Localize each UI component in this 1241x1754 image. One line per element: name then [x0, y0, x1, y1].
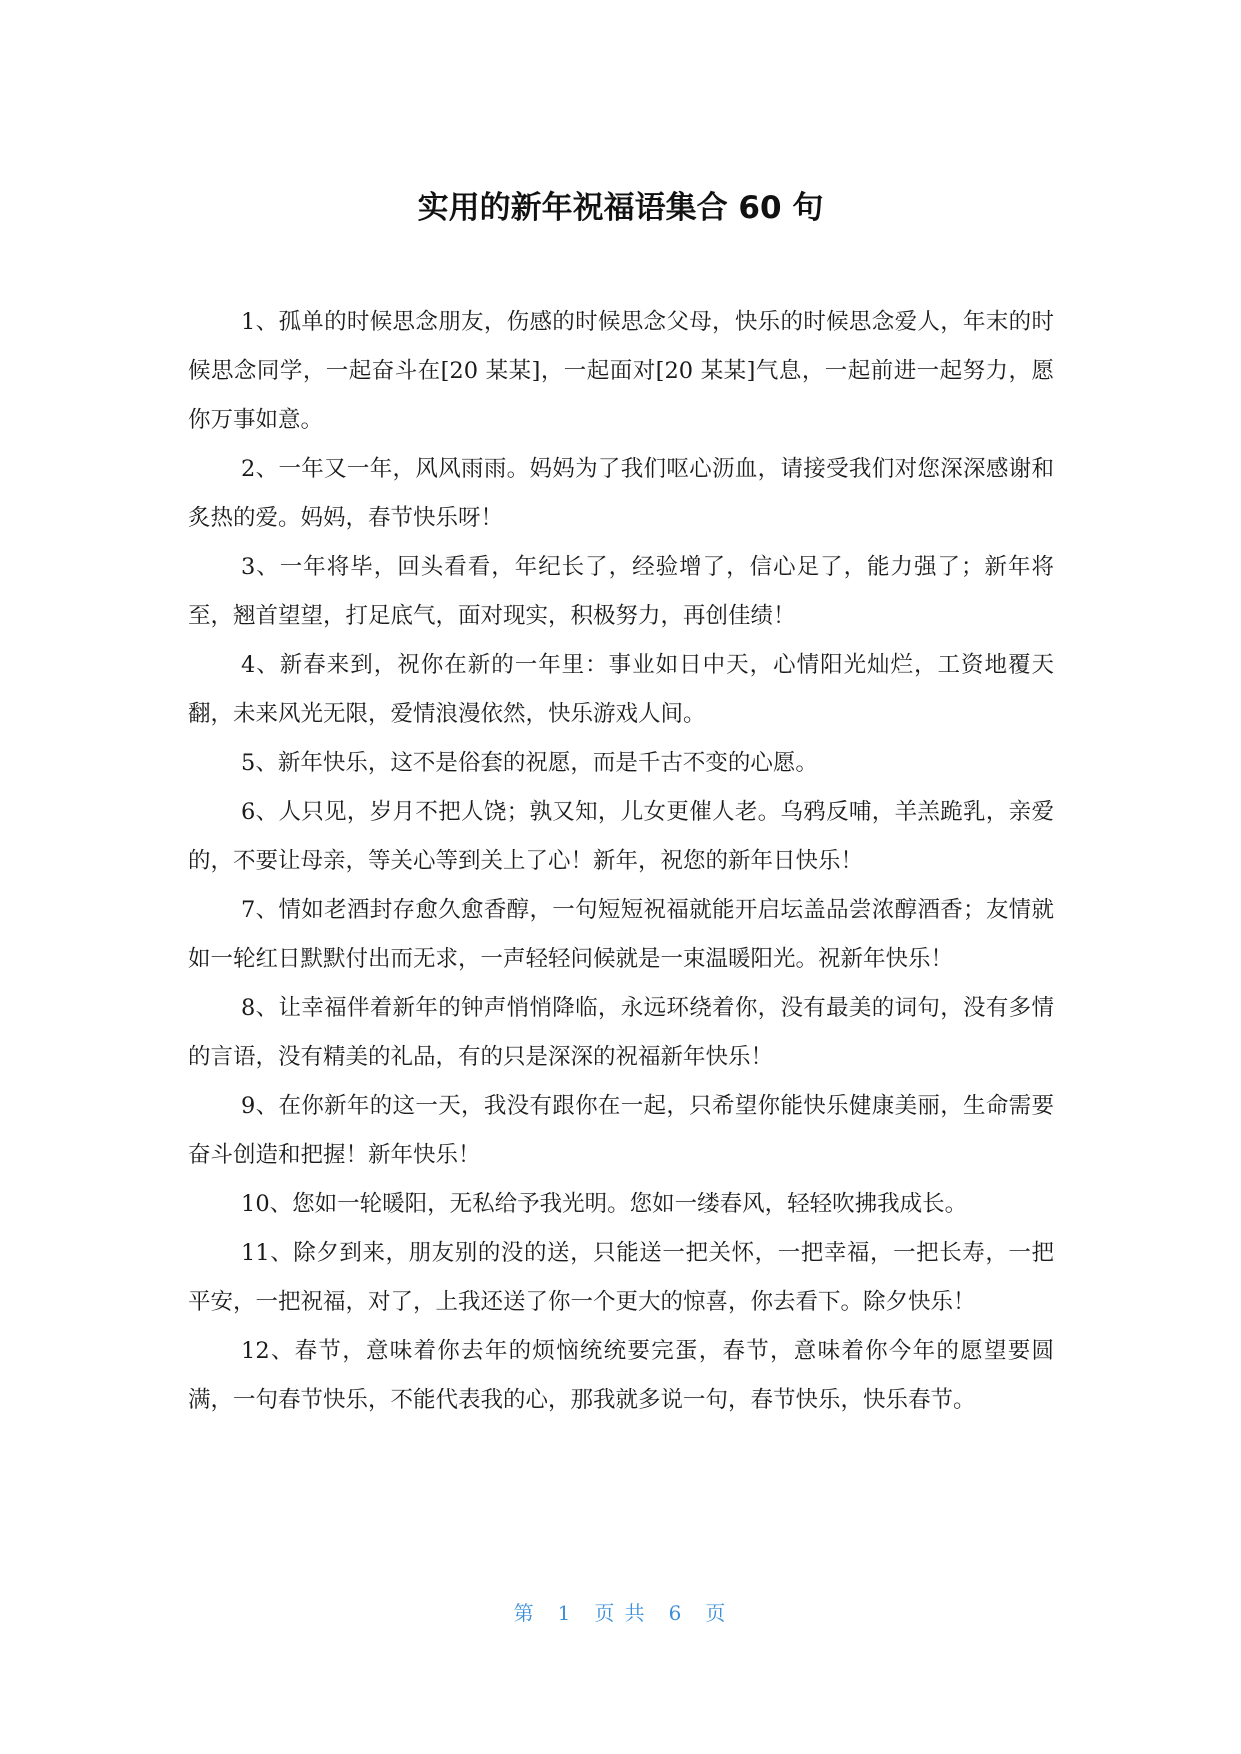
paragraph-10: 10、您如一轮暖阳，无私给予我光明。您如一缕春风，轻轻吹拂我成长。 — [241, 1191, 968, 1217]
paragraph-3: 3、一年将毕，回头看看，年纪长了，经验增了，信心足了，能力强了；新年将至，翘首望望，打足底气，面对现实，积极努力，再创佳绩！ — [188, 554, 1054, 629]
paragraph-5: 5、新年快乐，这不是俗套的祝愿，而是千古不变的心愿。 — [241, 750, 818, 776]
document-body — [188, 298, 1054, 1425]
page-footer — [0, 1598, 1241, 1628]
footer-total-pages: 6 — [668, 1601, 684, 1625]
paragraph-6: 6、人只见，岁月不把人饶；孰又知，儿女更催人老。乌鸦反哺，羊羔跪乳，亲爱的，不要让母亲，等关心等到关上了心！新年，祝您的新年日快乐！ — [188, 799, 1054, 874]
paragraph-2: 2、一年又一年，风风雨雨。妈妈为了我们呕心沥血，请接受我们对您深深感谢和炙热的爱。妈妈，春节快乐呀！ — [188, 456, 1054, 531]
footer-middle: 页 共 — [594, 1601, 647, 1625]
footer-prefix: 第 — [513, 1601, 536, 1625]
paragraph-11: 11、除夕到来，朋友别的没的送，只能送一把关怀，一把幸福，一把长寿，一把平安，一把祝福，对了，上我还送了你一个更大的惊喜，你去看下。除夕快乐！ — [188, 1240, 1054, 1315]
paragraph-1: 1、孤单的时候思念朋友，伤感的时候思念父母，快乐的时候思念爱人，年末的时候思念同学，一起奋斗在[20 某某]，一起面对[20 某某]气息，一起前进一起努力，愿你万事如意。 — [188, 309, 1054, 433]
paragraph-9: 9、在你新年的这一天，我没有跟你在一起，只希望你能快乐健康美丽，生命需要奋斗创造和把握！新年快乐！ — [188, 1093, 1054, 1168]
footer-suffix: 页 — [705, 1601, 728, 1625]
paragraph-12: 12、春节，意味着你去年的烦恼统统要完蛋，春节，意味着你今年的愿望要圆满，一句春节快乐，不能代表我的心，那我就多说一句，春节快乐，快乐春节。 — [188, 1338, 1054, 1413]
paragraph-8: 8、让幸福伴着新年的钟声悄悄降临，永远环绕着你，没有最美的词句，没有多情的言语，没有精美的礼品，有的只是深深的祝福新年快乐！ — [188, 995, 1054, 1070]
footer-current-page: 1 — [557, 1601, 573, 1625]
document-title: 实用的新年祝福语集合 60 句 — [417, 190, 824, 226]
paragraph-7: 7、情如老酒封存愈久愈香醇，一句短短祝福就能开启坛盖品尝浓醇酒香；友情就如一轮红日默默付出而无求，一声轻轻问候就是一束温暖阳光。祝新年快乐！ — [188, 897, 1054, 972]
paragraph-4: 4、新春来到，祝你在新的一年里：事业如日中天，心情阳光灿烂，工资地覆天翻，未来风光无限，爱情浪漫依然，快乐游戏人间。 — [188, 652, 1054, 727]
